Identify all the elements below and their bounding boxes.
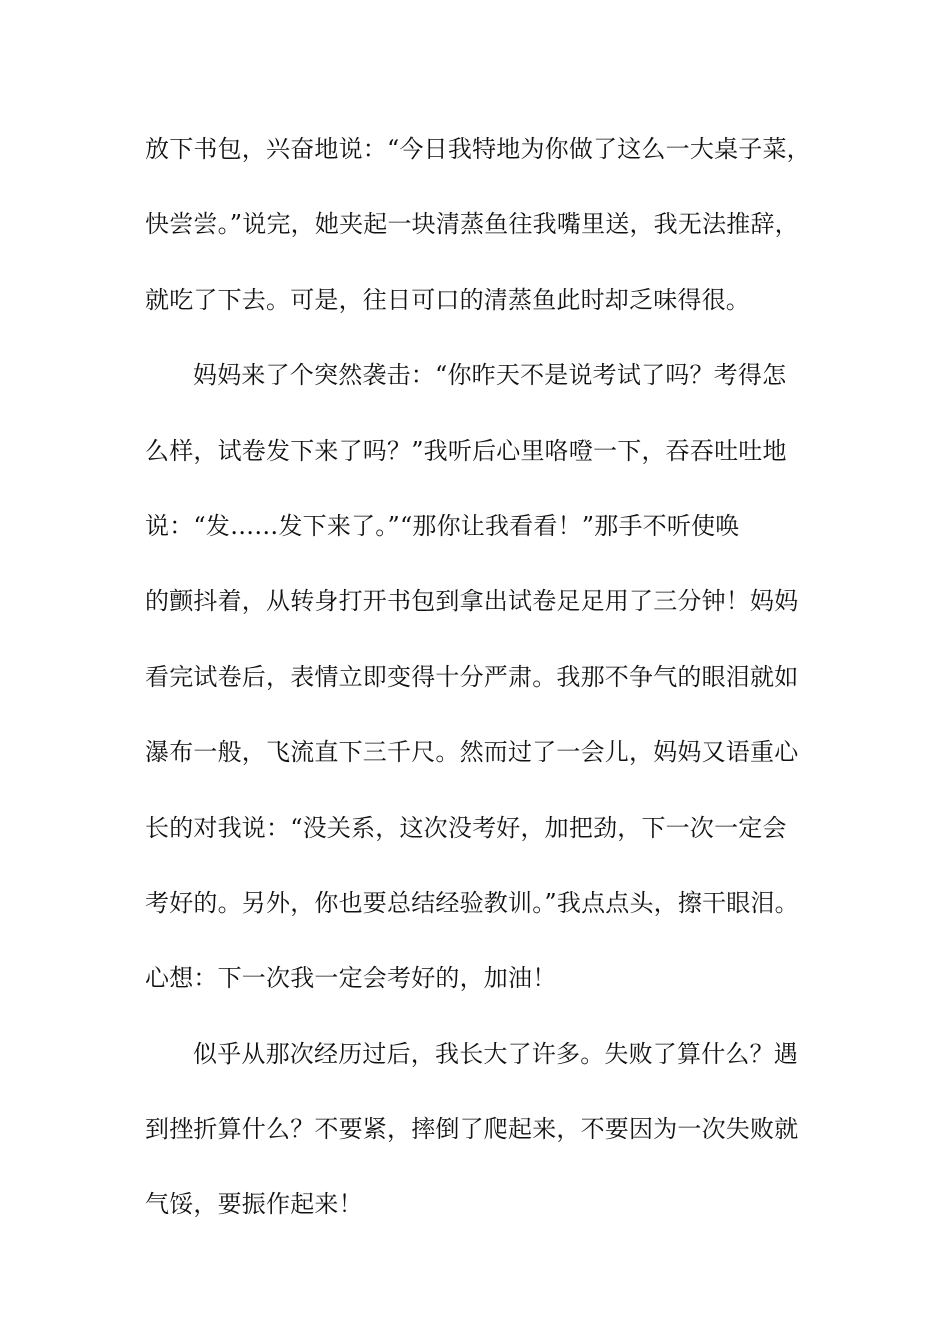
text-line-12: 心想：下一次我一定会考好的，加油！ <box>145 964 557 993</box>
text-line-3: 就吃了下去。可是，往日可口的清蒸鱼此时却乏味得很。 <box>145 285 750 314</box>
text-line-11: 考好的。另外，你也要总结经验教训。”我点点头，擦干眼泪。 <box>145 888 799 917</box>
text-line-10: 长的对我说：“没关系，这次没考好，加把劲，下一次一定会 <box>145 813 787 842</box>
text-line-8: 看完试卷后，表情立即变得十分严肃。我那不争气的眼泪就如 <box>145 662 799 691</box>
text-line-4: 妈妈来了个突然袭击：“你昨天不是说考试了吗？考得怎 <box>193 361 787 390</box>
text-line-1: 放下书包，兴奋地说：“今日我特地为你做了这么一大桌子菜， <box>145 135 811 163</box>
text-line-6: 说：“发……发下来了。”“那你让我看看！”那手不听使唤 <box>145 511 740 540</box>
text-line-14: 到挫折算什么？不要紧，摔倒了爬起来，不要因为一次失败就 <box>145 1115 799 1144</box>
text-line-7: 的颤抖着，从转身打开书包到拿出试卷足足用了三分钟！妈妈 <box>145 587 799 616</box>
text-line-5: 么样，试卷发下来了吗？”我听后心里咯噔一下，吞吞吐吐地 <box>145 436 787 465</box>
text-line-15: 气馁，要振作起来！ <box>145 1190 363 1219</box>
text-line-13: 似乎从那次经历过后，我长大了许多。失败了算什么？遇 <box>193 1039 798 1068</box>
text-line-2: 快尝尝。”说完，她夹起一块清蒸鱼往我嘴里送，我无法推辞， <box>145 210 799 239</box>
essay-body <box>145 112 835 1243</box>
text-line-9: 瀑布一般，飞流直下三千尺。然而过了一会儿，妈妈又语重心 <box>145 738 799 767</box>
